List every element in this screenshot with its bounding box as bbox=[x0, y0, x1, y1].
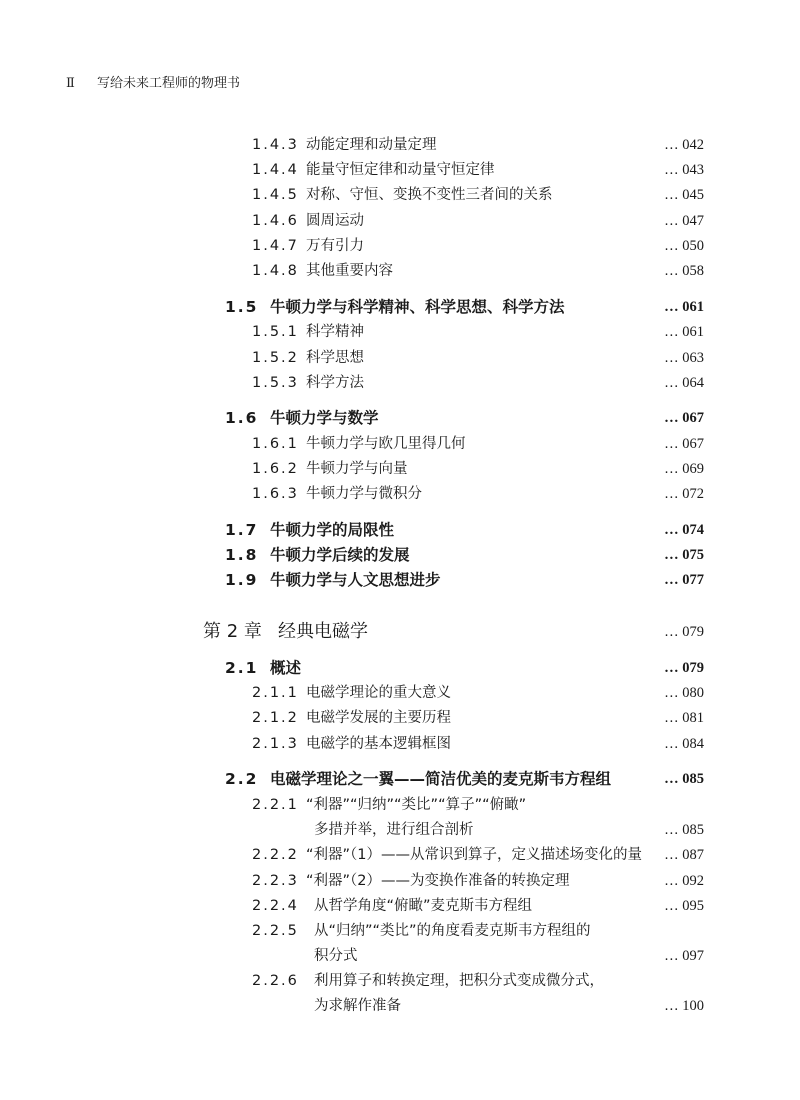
toc-entry-page: … 100 bbox=[664, 998, 704, 1014]
toc-entry-title: 科学思想 bbox=[306, 350, 364, 366]
toc-entry-title: 利用算子和转换定理，把积分式变成微分式， bbox=[314, 973, 604, 989]
toc-entry-continuation[interactable] bbox=[0, 819, 800, 841]
toc-entry-page: … 067 bbox=[664, 436, 704, 452]
toc-entry[interactable] bbox=[0, 260, 800, 282]
toc-section-page: … 077 bbox=[664, 572, 704, 588]
toc-entry[interactable] bbox=[0, 235, 800, 257]
toc-entry[interactable] bbox=[0, 707, 800, 729]
toc-entry-page: … 069 bbox=[664, 461, 704, 477]
toc-section-number: 1.6 bbox=[225, 409, 259, 427]
toc-entry-title: 对称、守恒、变换不变性三者间的关系 bbox=[306, 187, 553, 203]
toc-entry[interactable] bbox=[0, 895, 800, 917]
toc-entry-number: 2.2.3 bbox=[252, 873, 299, 889]
toc-entry[interactable] bbox=[0, 483, 800, 505]
toc-chapter-number: 第 2 章 bbox=[203, 621, 262, 642]
toc-entry-number: 2.1.1 bbox=[252, 685, 299, 701]
toc-section-title: 牛顿力学与人文思想进步 bbox=[270, 571, 441, 589]
toc-chapter-page: … 079 bbox=[664, 624, 704, 640]
header-book-title: 写给未来工程师的物理书 bbox=[96, 76, 240, 91]
toc-entry-continuation[interactable] bbox=[0, 945, 800, 967]
toc-entry-page: … 045 bbox=[664, 187, 704, 203]
toc-section[interactable] bbox=[0, 407, 800, 429]
toc-entry[interactable] bbox=[0, 682, 800, 704]
toc-entry-title: 科学方法 bbox=[306, 375, 364, 391]
toc-entry[interactable] bbox=[0, 970, 800, 992]
toc-section-title: 牛顿力学与数学 bbox=[270, 409, 379, 427]
toc-entry-title: 牛顿力学与微积分 bbox=[306, 486, 422, 502]
toc-entry-number: 1.6.3 bbox=[252, 486, 299, 502]
header-page-number: Ⅱ bbox=[66, 76, 75, 91]
toc-entry-continuation[interactable] bbox=[0, 995, 800, 1017]
toc-entry[interactable] bbox=[0, 844, 800, 866]
toc-entry-number: 1.6.1 bbox=[252, 436, 299, 452]
toc-section[interactable] bbox=[0, 519, 800, 541]
toc-entry-number: 2.2.5 bbox=[252, 923, 299, 939]
toc-entry-number: 1.5.2 bbox=[252, 350, 299, 366]
toc-entry[interactable] bbox=[0, 184, 800, 206]
toc-entry[interactable] bbox=[0, 134, 800, 156]
toc-chapter[interactable] bbox=[0, 621, 800, 643]
toc-entry-title: 科学精神 bbox=[306, 324, 364, 340]
toc-entry-page: … 061 bbox=[664, 324, 704, 340]
toc-entry[interactable] bbox=[0, 159, 800, 181]
toc-entry-title: 从“归纳”“类比”的角度看麦克斯韦方程组的 bbox=[314, 923, 591, 939]
toc-entry[interactable] bbox=[0, 733, 800, 755]
toc-chapter-title: 经典电磁学 bbox=[278, 621, 368, 642]
toc-section-title: 牛顿力学的局限性 bbox=[270, 521, 395, 539]
toc-entry-title: 其他重要内容 bbox=[306, 263, 393, 279]
toc-entry-title: 电磁学发展的主要历程 bbox=[306, 710, 451, 726]
toc-entry-number: 2.2.2 bbox=[252, 847, 299, 863]
toc-entry-title: 为求解作准备 bbox=[314, 998, 401, 1014]
toc-section-page: … 085 bbox=[664, 771, 704, 787]
toc-section-page: … 079 bbox=[664, 660, 704, 676]
toc-section-page: … 074 bbox=[664, 522, 704, 538]
toc-entry-number: 1.4.3 bbox=[252, 137, 299, 153]
toc-entry-page: … 063 bbox=[664, 350, 704, 366]
toc-entry-number: 1.4.6 bbox=[252, 213, 299, 229]
toc-section-page: … 067 bbox=[664, 410, 704, 426]
toc-entry[interactable] bbox=[0, 920, 800, 942]
toc-entry-title: “利器”（1）——从常识到算子，定义描述场变化的量 bbox=[306, 847, 642, 863]
toc-section-title: 电磁学理论之一翼——简洁优美的麦克斯韦方程组 bbox=[270, 770, 612, 788]
toc-entry-page: … 047 bbox=[664, 213, 704, 229]
toc-entry[interactable] bbox=[0, 321, 800, 343]
toc-entry-page: … 081 bbox=[664, 710, 704, 726]
toc-entry-page: … 084 bbox=[664, 736, 704, 752]
toc-section-number: 2.2 bbox=[225, 770, 259, 788]
toc-section[interactable] bbox=[0, 569, 800, 591]
toc-entry-title: 圆周运动 bbox=[306, 213, 364, 229]
toc-section-title: 概述 bbox=[270, 659, 302, 677]
toc-entry-number: 1.4.8 bbox=[252, 263, 299, 279]
toc-entry-page: … 087 bbox=[664, 847, 704, 863]
toc-entry-number: 1.4.5 bbox=[252, 187, 299, 203]
toc-entry-page: … 064 bbox=[664, 375, 704, 391]
toc-entry-page: … 085 bbox=[664, 822, 704, 838]
toc-entry[interactable] bbox=[0, 870, 800, 892]
toc-entry-number: 2.1.3 bbox=[252, 736, 299, 752]
toc-section[interactable] bbox=[0, 544, 800, 566]
toc-entry-title: 能量守恒定律和动量守恒定律 bbox=[306, 162, 495, 178]
toc-entry-page: … 042 bbox=[664, 137, 704, 153]
toc-entry-number: 2.2.6 bbox=[252, 973, 299, 989]
toc-entry-page: … 097 bbox=[664, 948, 704, 964]
toc-entry[interactable] bbox=[0, 347, 800, 369]
toc-entry-page: … 058 bbox=[664, 263, 704, 279]
toc-entry-page: … 092 bbox=[664, 873, 704, 889]
toc-entry[interactable] bbox=[0, 372, 800, 394]
toc-entry-page: … 043 bbox=[664, 162, 704, 178]
toc-entry-title: 电磁学的基本逻辑框图 bbox=[306, 736, 451, 752]
toc-section-number: 1.5 bbox=[225, 298, 259, 316]
toc-section-number: 1.9 bbox=[225, 571, 259, 589]
toc-entry-number: 2.1.2 bbox=[252, 710, 299, 726]
toc-entry-title: 动能定理和动量定理 bbox=[306, 137, 437, 153]
toc-entry-number: 2.2.4 bbox=[252, 898, 299, 914]
toc-entry-number: 1.5.3 bbox=[252, 375, 299, 391]
toc-section-title: 牛顿力学后续的发展 bbox=[270, 546, 410, 564]
toc-entry[interactable] bbox=[0, 794, 800, 816]
toc-section-number: 1.8 bbox=[225, 546, 259, 564]
toc-section[interactable] bbox=[0, 657, 800, 679]
toc-entry-title: “利器”“归纳”“类比”“算子”“俯瞰” bbox=[306, 797, 527, 813]
toc-entry-number: 2.2.1 bbox=[252, 797, 299, 813]
toc-entry-title: 牛顿力学与向量 bbox=[306, 461, 408, 477]
toc-entry-page: … 050 bbox=[664, 238, 704, 254]
toc-entry-number: 1.4.7 bbox=[252, 238, 299, 254]
toc-entry-page: … 072 bbox=[664, 486, 704, 502]
toc-section-page: … 075 bbox=[664, 547, 704, 563]
toc-section[interactable] bbox=[0, 296, 800, 318]
toc-entry[interactable] bbox=[0, 433, 800, 455]
toc-entry-title: 电磁学理论的重大意义 bbox=[306, 685, 451, 701]
toc-entry-title: “利器”（2）——为变换作准备的转换定理 bbox=[306, 873, 570, 889]
toc-entry-page: … 095 bbox=[664, 898, 704, 914]
toc-entry-number: 1.6.2 bbox=[252, 461, 299, 477]
toc-entry-title: 积分式 bbox=[314, 948, 358, 964]
toc-section-number: 1.7 bbox=[225, 521, 259, 539]
toc-section-page: … 061 bbox=[664, 299, 704, 315]
toc-section-title: 牛顿力学与科学精神、科学思想、科学方法 bbox=[270, 298, 565, 316]
toc-entry-number: 1.5.1 bbox=[252, 324, 299, 340]
toc-entry[interactable] bbox=[0, 458, 800, 480]
toc-entry[interactable] bbox=[0, 210, 800, 232]
toc-entry-page: … 080 bbox=[664, 685, 704, 701]
toc-entry-title: 多措并举，进行组合剖析 bbox=[314, 822, 474, 838]
toc-section-number: 2.1 bbox=[225, 659, 259, 677]
toc-entry-number: 1.4.4 bbox=[252, 162, 299, 178]
toc-entry-title: 牛顿力学与欧几里得几何 bbox=[306, 436, 466, 452]
toc-entry-title: 从哲学角度“俯瞰”麦克斯韦方程组 bbox=[314, 898, 533, 914]
toc-entry-title: 万有引力 bbox=[306, 238, 364, 254]
toc-section[interactable] bbox=[0, 768, 800, 790]
